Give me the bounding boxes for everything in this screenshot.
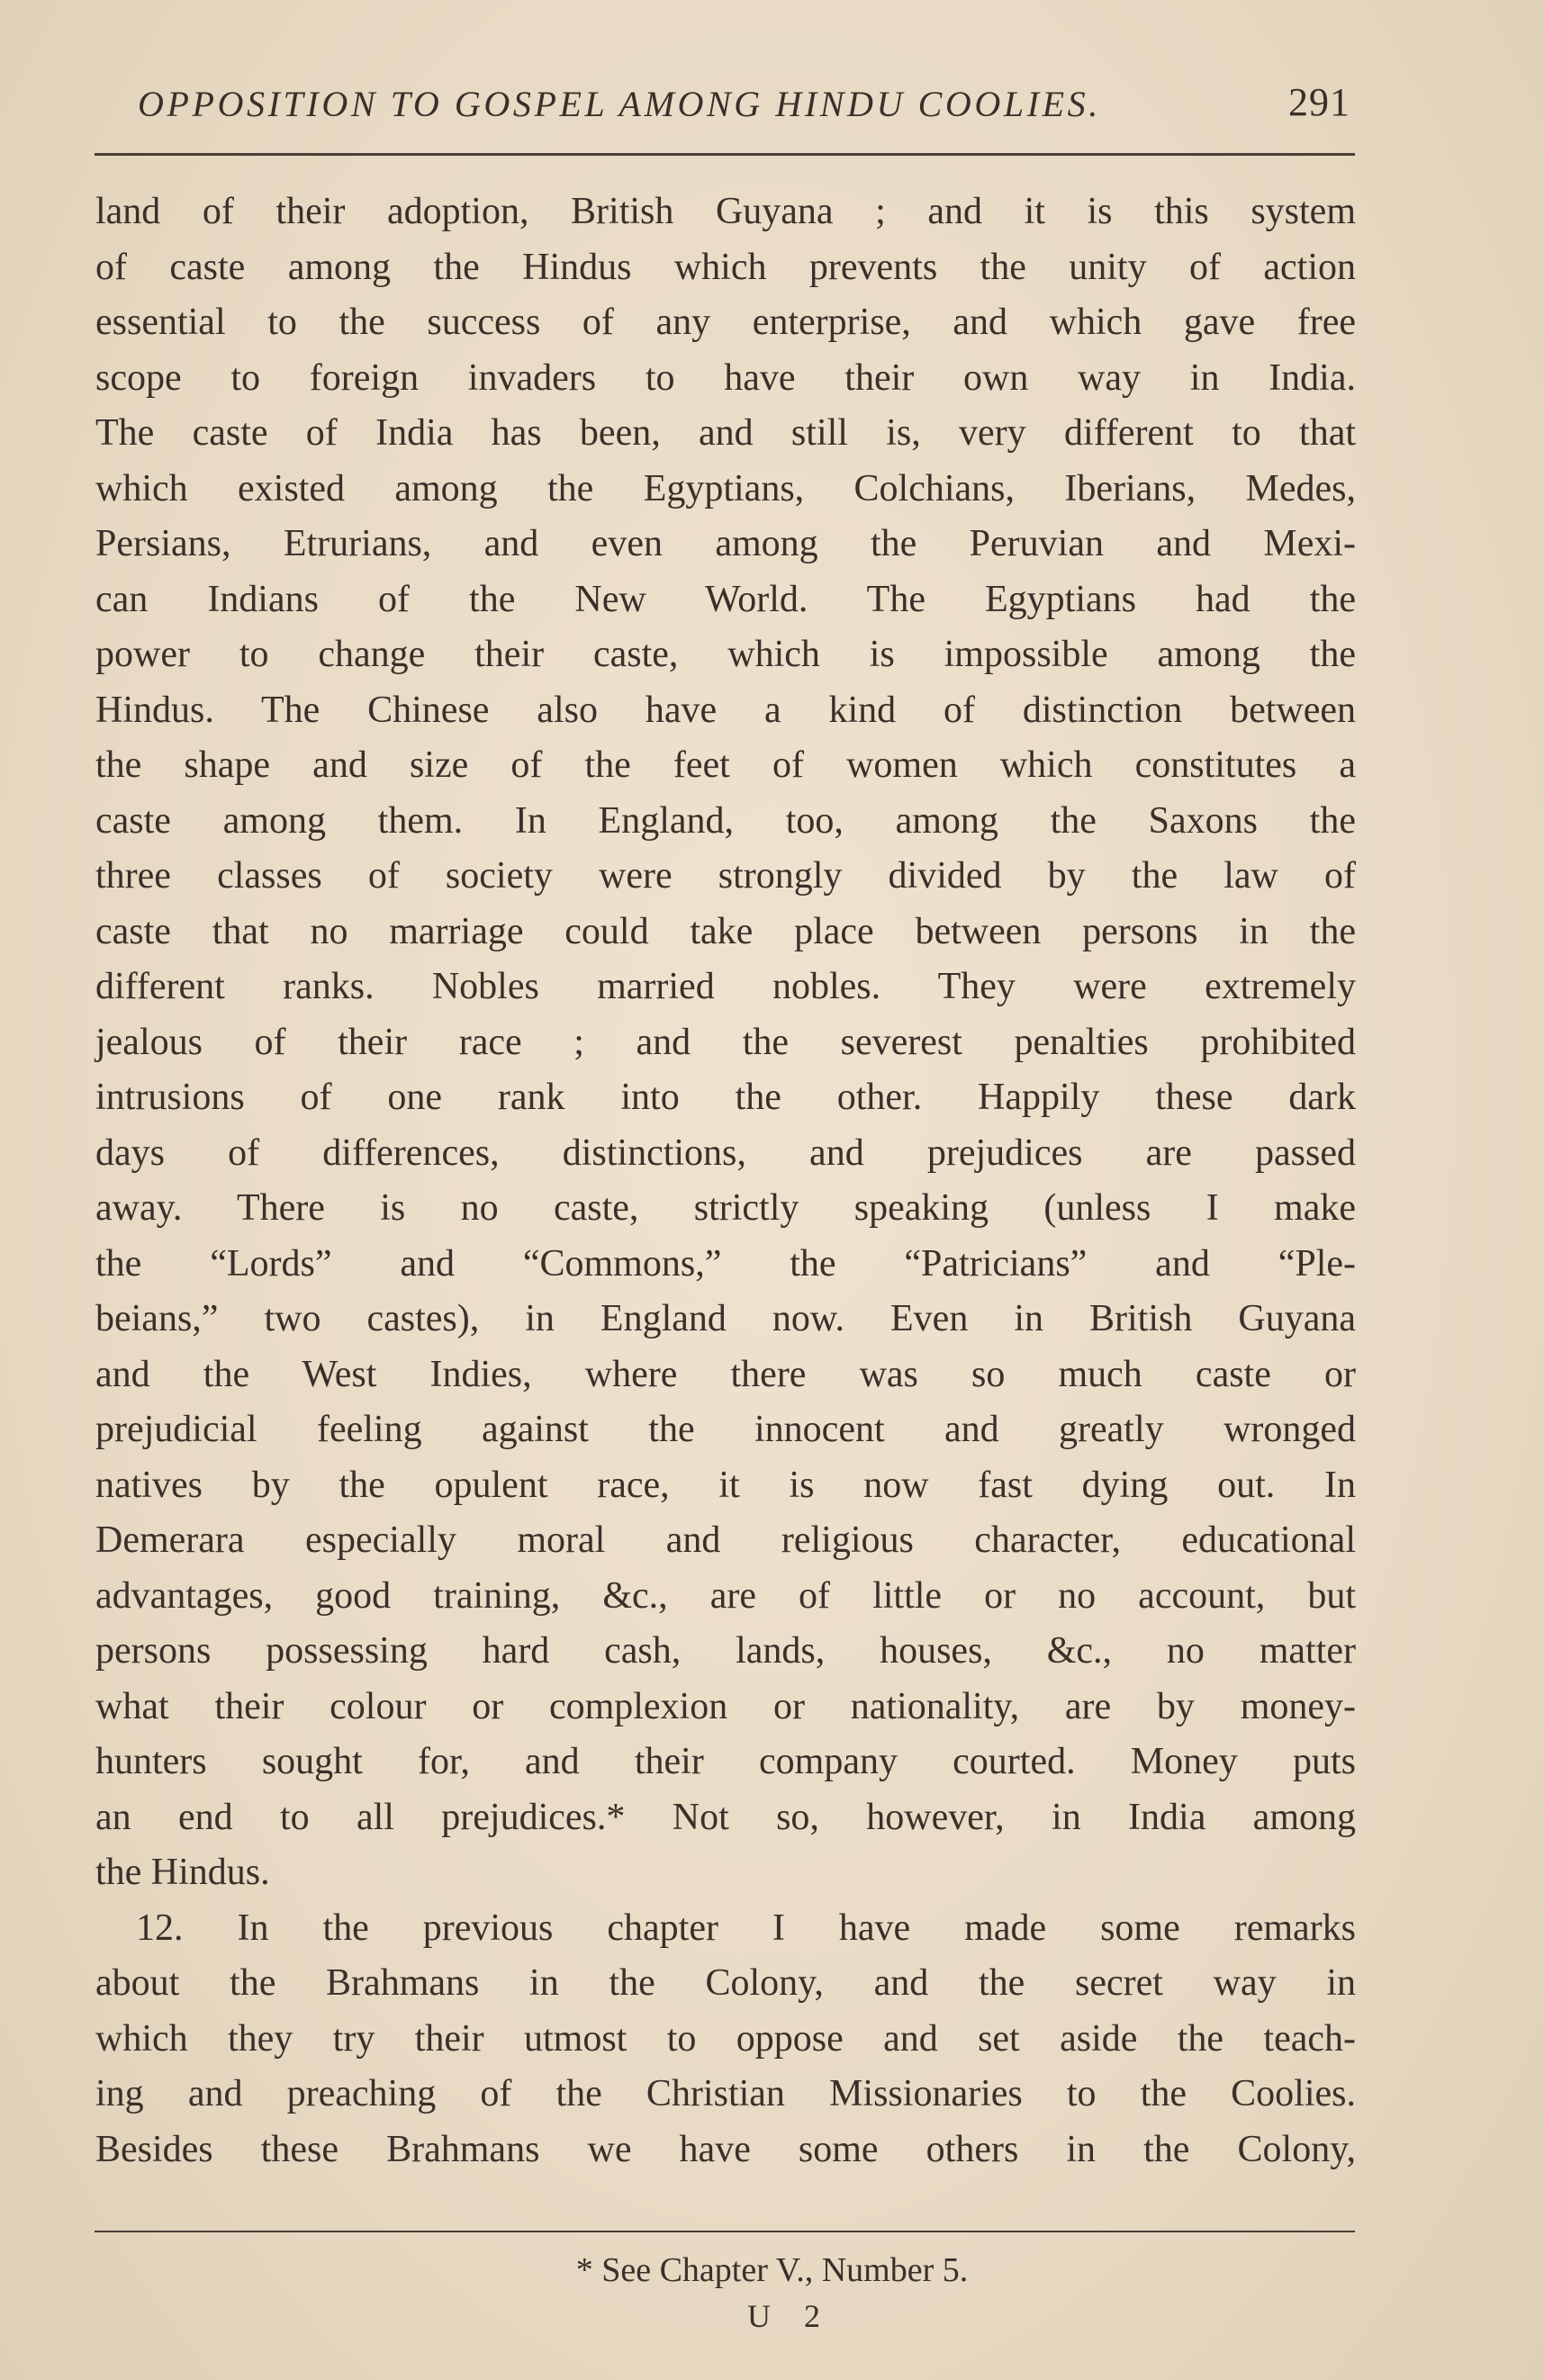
text-line: Persians, Etrurians, and even among the Peruvian and Mexi- [95,523,1356,564]
text-line: essential to the success of any enterprise, and which gave free [95,302,1356,343]
text-line: jealous of their race ; and the severest penalties prohibited [95,1021,1356,1063]
text-line: prejudicial feeling against the innocent and greatly wronged [95,1409,1356,1450]
text-line: days of differences, distinctions, and prejudices are passed [95,1131,1356,1174]
text-line: what their colour or complexion or nationality, are by money- [95,1685,1356,1727]
text-line: Hindus. The Chinese also have a kind of distinction between [95,689,1356,731]
text-line: and the West Indies, where there was so much caste or [95,1353,1356,1395]
text-line: natives by the opulent race, it is now fast dying out. In [95,1464,1356,1506]
text-line: Demerara especially moral and religious character, educational [95,1519,1356,1561]
signature-mark: U 2 [747,2298,833,2334]
text-line: hunters sought for, and their company courted. Money puts [95,1741,1356,1782]
text-line: Besides these Brahmans we have some others in the Colony, [95,2128,1356,2170]
text-line: the “Lords” and “Commons,” the “Patricians” and “Ple- [95,1242,1356,1285]
page-number: 291 [1288,80,1350,124]
running-head: OPPOSITION TO GOSPEL AMONG HINDU COOLIES. [138,84,1101,124]
text-line: can Indians of the New World. The Egyptians had the [95,578,1356,620]
text-line: land of their adoption, British Guyana ; and it is this system [95,191,1356,232]
text-line-paragraph-start: 12. In the previous chapter I have made some remarks [136,1907,1356,1949]
text-line: different ranks. Nobles married nobles. They were extremely [95,966,1356,1007]
text-line-paragraph-end: the Hindus. [95,1852,270,1893]
footnote: * See Chapter V., Number 5. [575,2251,969,2289]
text-line: of caste among the Hindus which prevents the unity of action [95,246,1356,288]
footnote-rule [95,2231,1355,2232]
header-rule [95,153,1355,156]
text-line: intrusions of one rank into the other. Happily these dark [95,1077,1356,1118]
text-line: an end to all prejudices.* Not so, however, in India among [95,1796,1356,1838]
text-line: three classes of society were strongly divided by the law of [95,855,1356,897]
text-line: scope to foreign invaders to have their own way in India. [95,356,1356,399]
text-line: which they try their utmost to oppose and set aside the teach- [95,2017,1356,2060]
text-line: away. There is no caste, strictly speaking (unless I make [95,1187,1356,1229]
text-line: the shape and size of the feet of women which constitutes a [95,744,1356,786]
text-line: about the Brahmans in the Colony, and the secret way in [95,1962,1356,2004]
page-header [135,79,1359,133]
body-text [95,185,1356,2177]
text-line: The caste of India has been, and still is, very different to that [95,412,1356,454]
text-line: ing and preaching of the Christian Missionaries to the Coolies. [95,2073,1356,2114]
text-line: beians,” two castes), in England now. Even in British Guyana [95,1298,1356,1339]
text-line: advantages, good training, &c., are of little or no account, but [95,1574,1356,1617]
text-line: caste among them. In England, too, among the Saxons the [95,799,1356,842]
text-line: which existed among the Egyptians, Colchians, Iberians, Medes, [95,467,1356,509]
text-line: caste that no marriage could take place between persons in the [95,910,1356,952]
text-line: persons possessing hard cash, lands, houses, &c., no matter [95,1630,1356,1672]
text-line: power to change their caste, which is impossible among the [95,634,1356,675]
